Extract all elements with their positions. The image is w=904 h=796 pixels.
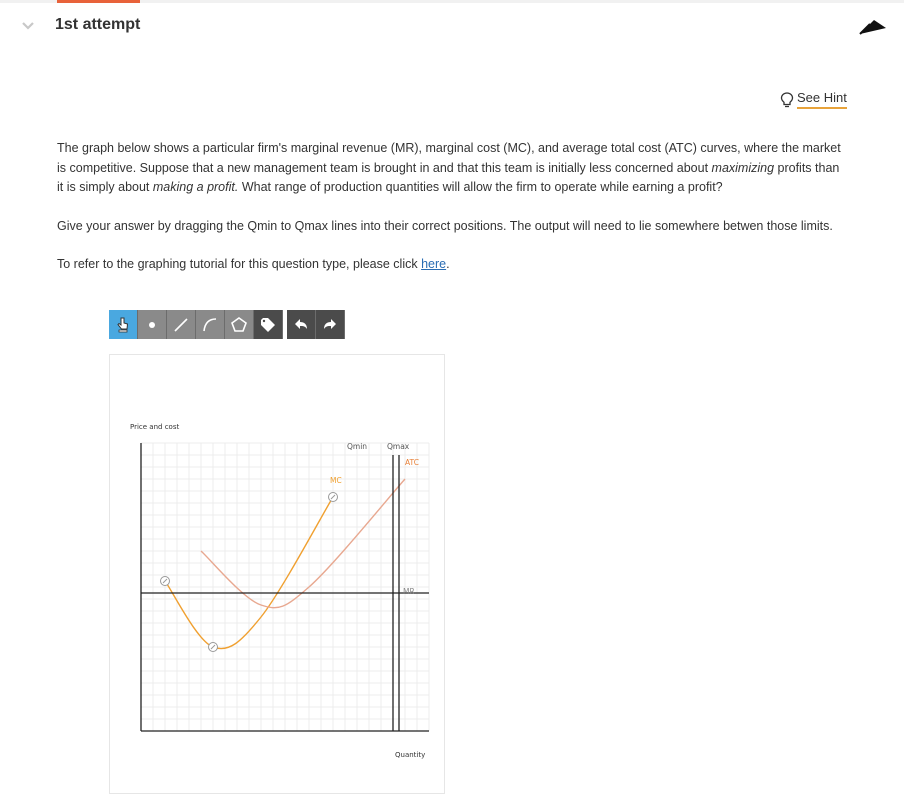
curve-icon (201, 316, 219, 334)
tutorial-link[interactable]: here (421, 257, 447, 271)
pointer-tool-button[interactable] (109, 310, 138, 339)
chevron-down-icon[interactable] (20, 17, 36, 33)
redo-arrow-icon (321, 316, 339, 334)
undo-arrow-icon (292, 316, 310, 334)
mc-label: MC (330, 476, 342, 485)
label-tool-button[interactable] (254, 310, 283, 339)
mr-label: MR (403, 587, 415, 596)
x-axis-label: Quantity (395, 751, 426, 759)
attempt-title: 1st attempt (55, 16, 141, 33)
graph-toolbar (109, 310, 345, 339)
undo-button[interactable] (287, 310, 316, 339)
polygon-icon (230, 316, 248, 334)
question-paragraph-1 (57, 139, 847, 198)
graph-panel (109, 354, 445, 794)
point-tool-button[interactable] (138, 310, 167, 339)
tag-icon (259, 316, 277, 334)
see-hint-button[interactable] (780, 90, 847, 109)
lightbulb-icon (780, 92, 794, 108)
question-text (57, 139, 847, 294)
q1-part-b: profits than it is simply about (57, 160, 840, 194)
line-tool-button[interactable] (167, 310, 196, 339)
q3-part-b: . (446, 257, 450, 271)
attempt-header[interactable] (20, 14, 140, 36)
y-axis-label: Price and cost (130, 423, 180, 431)
cost-curves-chart[interactable] (110, 355, 446, 795)
atc-label: ATC (405, 458, 419, 467)
q1-emphasis-making-profit: making a profit. (152, 180, 239, 194)
active-tab-accent (57, 0, 140, 3)
question-paragraph-2: Give your answer by dragging the Qmin to Qmax lines into their correct positions. The output will need to lie somewhere betwen those limits. (57, 218, 833, 233)
chart-grid (141, 443, 429, 731)
atc-curve (201, 479, 405, 608)
bookmark-flag-icon[interactable] (858, 14, 888, 38)
point-icon (143, 316, 161, 334)
question-paragraph-3 (57, 255, 847, 275)
redo-button[interactable] (316, 310, 345, 339)
qmin-label: Qmin (347, 442, 368, 451)
see-hint-label: See Hint (797, 90, 847, 109)
line-icon (172, 316, 190, 334)
q1-emphasis-maximizing: maximizing (711, 160, 775, 175)
q1-part-a: The graph below shows a particular firm's marginal revenue (MR), marginal cost (MC), and average total cost (ATC) curves, where the market is competitive. Suppose that a new management team is brought in and that this team is initially less concerned about (57, 141, 841, 175)
q1-part-c: What range of production quantities will allow the firm to operate while earning a profit? (238, 180, 723, 194)
curve-tool-button[interactable] (196, 310, 225, 339)
qmax-label: Qmax (387, 442, 410, 451)
polygon-tool-button[interactable] (225, 310, 254, 339)
hand-pointer-icon (114, 316, 132, 334)
q3-part-a: To refer to the graphing tutorial for this question type, please click (57, 257, 422, 271)
